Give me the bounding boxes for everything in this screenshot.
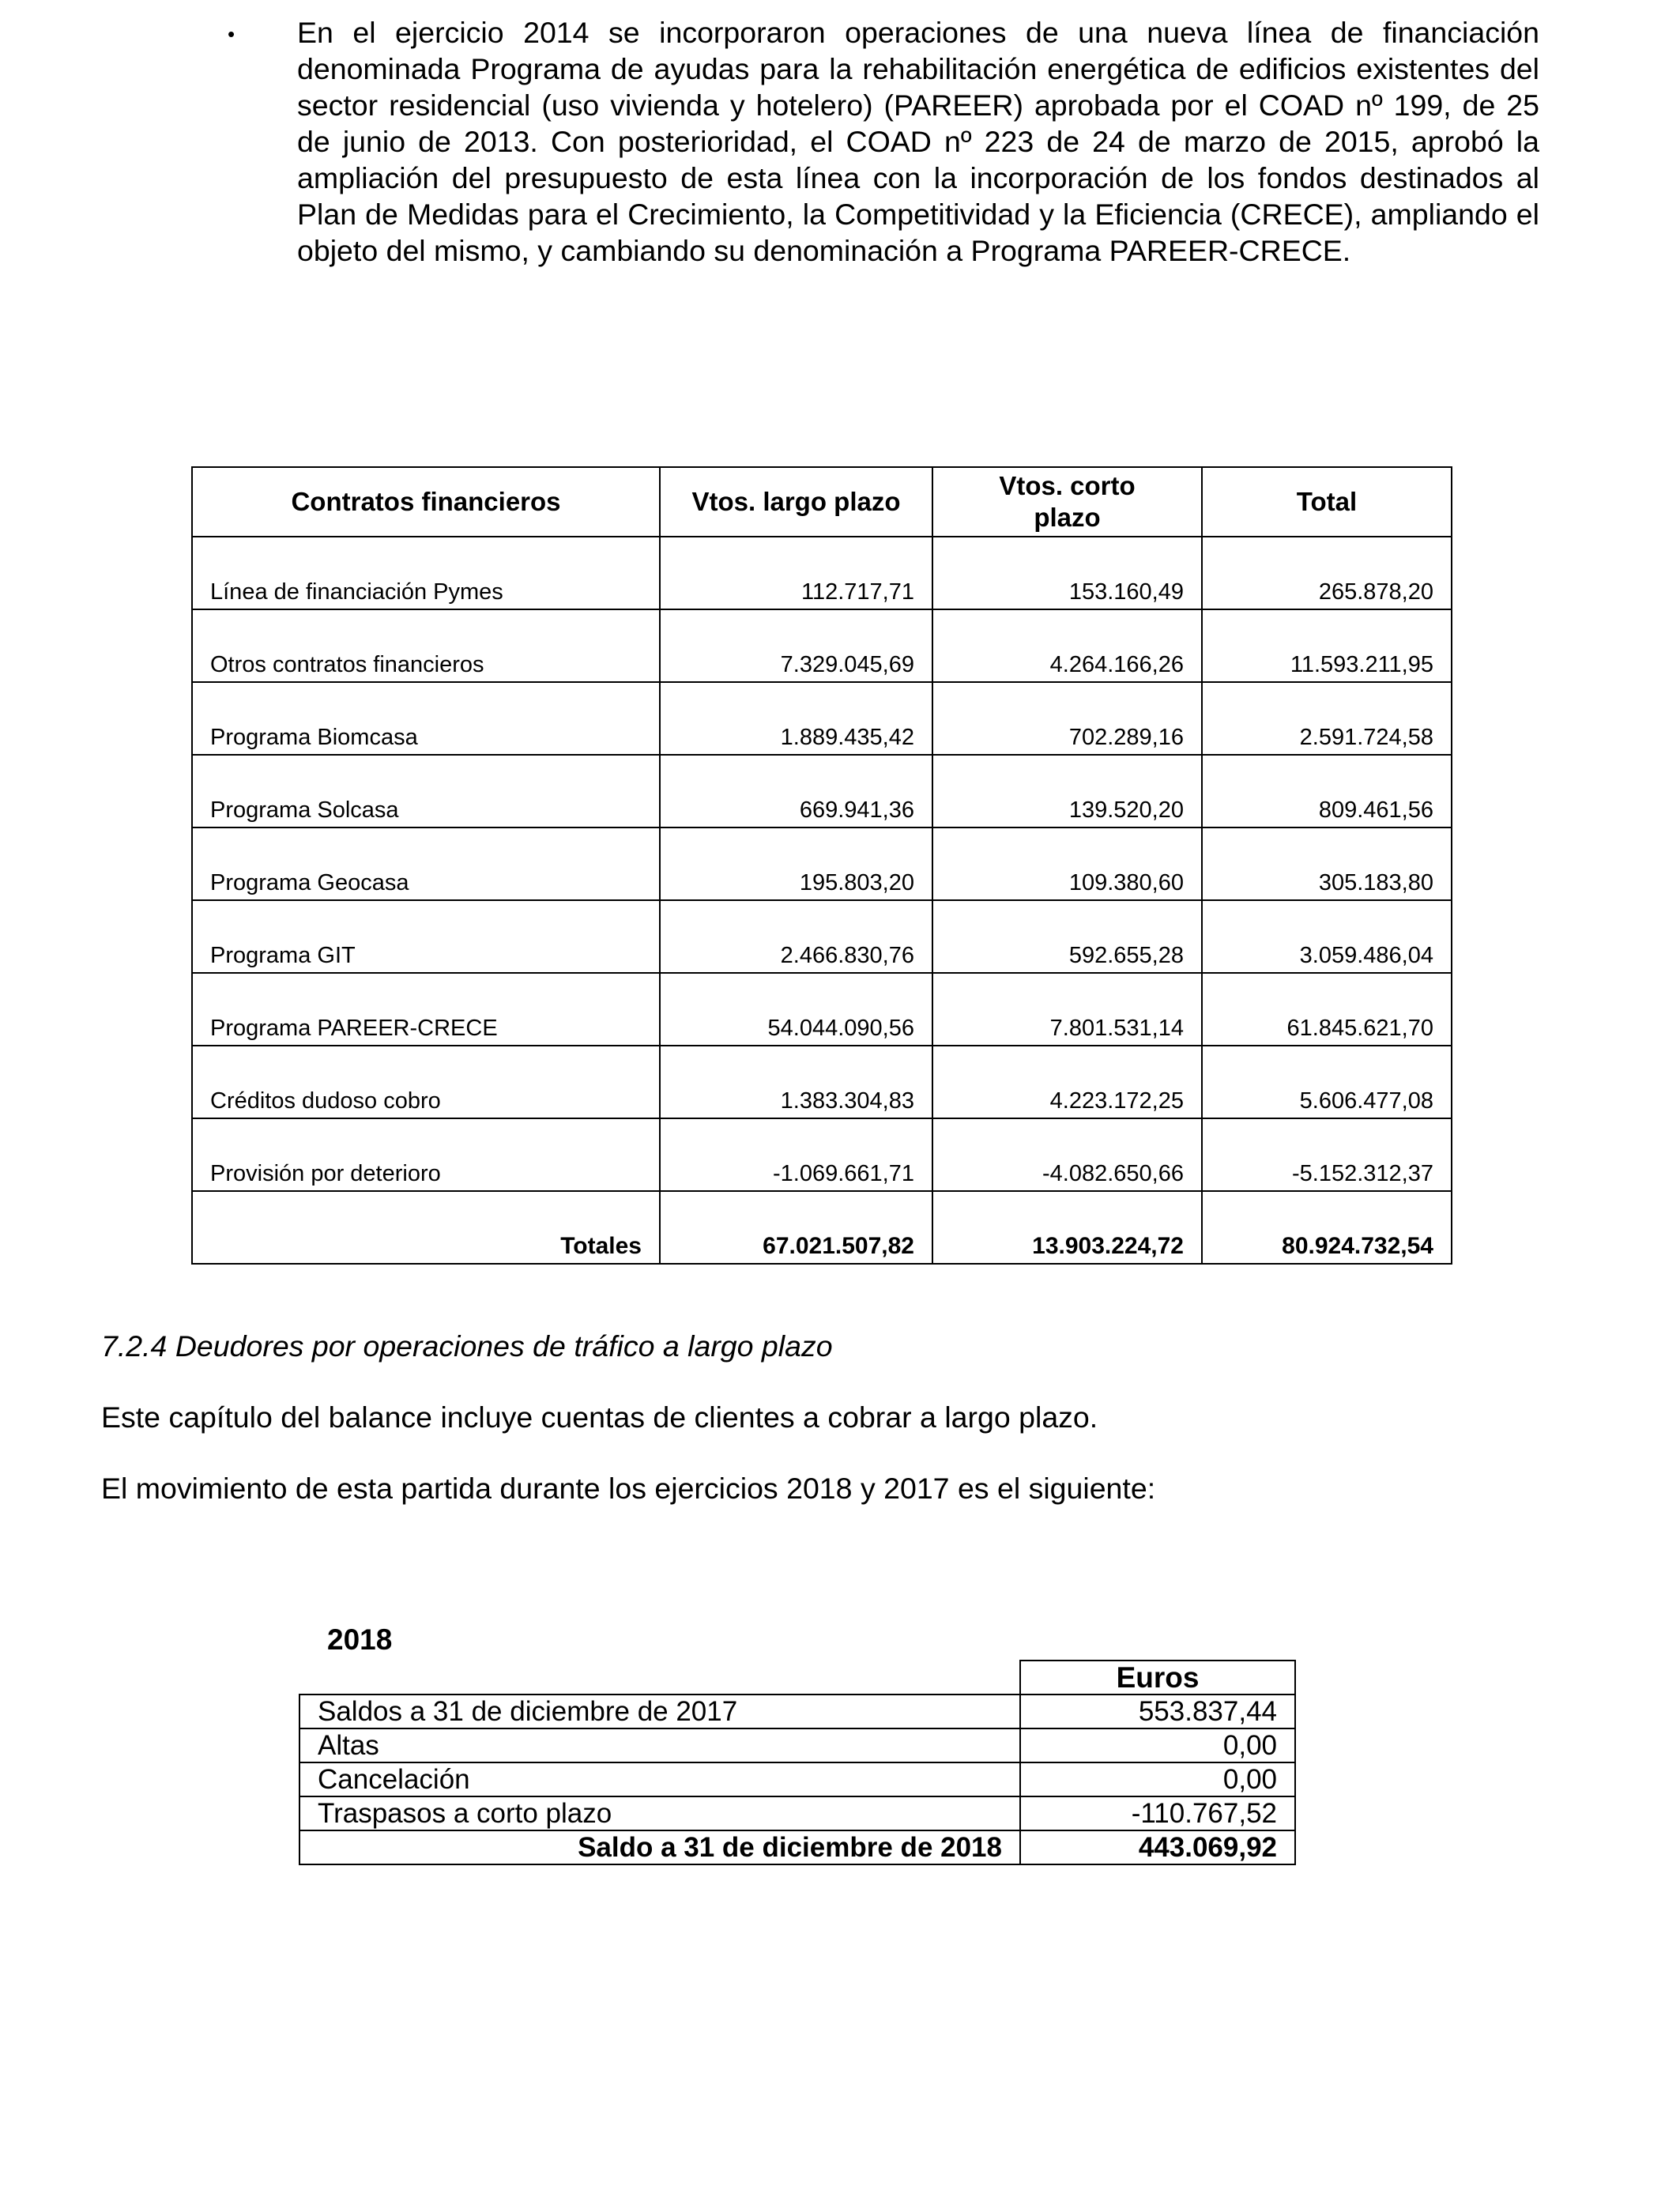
table-row — [299, 1762, 1295, 1796]
row-total: 305.183,80 — [1202, 827, 1452, 900]
movement-table-header — [299, 1661, 1295, 1695]
intro-paragraph: En el ejercicio 2014 se incorporaron operaciones de una nueva línea de financiación denominada Programa de ayudas para la rehabilitación energética de edificios existentes del sector residencial (uso vivienda y hotelero) (PAREER) aprobada por el COAD nº 199, de 25 de junio de 2013. Con posterioridad, el COAD nº 223 de 24 de marzo de 2015, aprobó la ampliación del presupuesto de esta línea con la incorporación de los fondos destinados al Plan de Medidas para el Crecimiento, la Competitividad y la Eficiencia (CRECE), ampliando el objeto del mismo, y cambiando su denominación a Programa PAREER-CRECE. — [297, 16, 1539, 267]
row-label: Cancelación — [299, 1762, 1020, 1796]
header-total: Total — [1202, 467, 1452, 537]
row-corto: 592.655,28 — [932, 900, 1202, 973]
row-corto: 139.520,20 — [932, 755, 1202, 827]
header-blank — [299, 1661, 1020, 1695]
row-label: Programa PAREER-CRECE — [192, 973, 660, 1046]
row-label: Créditos dudoso cobro — [192, 1046, 660, 1118]
row-label: Provisión por deterioro — [192, 1118, 660, 1191]
totals-row — [192, 1191, 1452, 1264]
row-largo: 1.383.304,83 — [660, 1046, 932, 1118]
table-row — [299, 1728, 1295, 1762]
row-corto: 153.160,49 — [932, 537, 1202, 609]
row-largo: -1.069.661,71 — [660, 1118, 932, 1191]
table-row — [192, 682, 1452, 755]
movement-table — [299, 1660, 1296, 1865]
row-largo: 54.044.090,56 — [660, 973, 932, 1046]
paragraph-movement: El movimiento de esta partida durante los ejercicios 2018 y 2017 es el siguiente: — [101, 1472, 1156, 1505]
totals-row — [299, 1830, 1295, 1864]
row-total: 5.606.477,08 — [1202, 1046, 1452, 1118]
row-value: 0,00 — [1020, 1762, 1295, 1796]
totals-corto: 13.903.224,72 — [932, 1191, 1202, 1264]
row-largo: 112.717,71 — [660, 537, 932, 609]
row-label: Otros contratos financieros — [192, 609, 660, 682]
row-corto: 7.801.531,14 — [932, 973, 1202, 1046]
row-label: Programa GIT — [192, 900, 660, 973]
totals-label: Saldo a 31 de diciembre de 2018 — [299, 1830, 1020, 1864]
row-label: Programa Biomcasa — [192, 682, 660, 755]
row-total: 809.461,56 — [1202, 755, 1452, 827]
row-corto: 702.289,16 — [932, 682, 1202, 755]
year-label: 2018 — [327, 1623, 393, 1656]
row-total: 61.845.621,70 — [1202, 973, 1452, 1046]
row-total: 3.059.486,04 — [1202, 900, 1452, 973]
row-total: 265.878,20 — [1202, 537, 1452, 609]
totals-largo: 67.021.507,82 — [660, 1191, 932, 1264]
row-largo: 7.329.045,69 — [660, 609, 932, 682]
intro-bullet — [228, 14, 1539, 269]
row-corto: 4.223.172,25 — [932, 1046, 1202, 1118]
table-row — [192, 609, 1452, 682]
row-largo: 2.466.830,76 — [660, 900, 932, 973]
section-heading: 7.2.4 Deudores por operaciones de tráfico a largo plazo — [101, 1329, 833, 1363]
table-row — [192, 973, 1452, 1046]
table-row — [299, 1796, 1295, 1830]
row-label: Línea de financiación Pymes — [192, 537, 660, 609]
table-row — [192, 1118, 1452, 1191]
bullet-icon: • — [228, 22, 235, 46]
totals-value: 443.069,92 — [1020, 1830, 1295, 1864]
totals-label: Totales — [192, 1191, 660, 1264]
row-label: Programa Geocasa — [192, 827, 660, 900]
row-label: Programa Solcasa — [192, 755, 660, 827]
row-total: 11.593.211,95 — [1202, 609, 1452, 682]
row-value: 553.837,44 — [1020, 1695, 1295, 1728]
paragraph-description: Este capítulo del balance incluye cuentas de clientes a cobrar a largo plazo. — [101, 1400, 1098, 1434]
header-largo-plazo: Vtos. largo plazo — [660, 467, 932, 537]
row-largo: 1.889.435,42 — [660, 682, 932, 755]
table-row — [192, 827, 1452, 900]
table-row — [192, 537, 1452, 609]
contracts-table-header — [192, 467, 1452, 537]
row-total: -5.152.312,37 — [1202, 1118, 1452, 1191]
row-value: -110.767,52 — [1020, 1796, 1295, 1830]
table-row — [192, 900, 1452, 973]
table-row — [192, 1046, 1452, 1118]
row-value: 0,00 — [1020, 1728, 1295, 1762]
contracts-table — [191, 466, 1452, 1265]
header-euros: Euros — [1020, 1661, 1295, 1695]
row-label: Traspasos a corto plazo — [299, 1796, 1020, 1830]
row-corto: -4.082.650,66 — [932, 1118, 1202, 1191]
table-row — [192, 755, 1452, 827]
row-corto: 4.264.166,26 — [932, 609, 1202, 682]
row-largo: 195.803,20 — [660, 827, 932, 900]
table-row — [299, 1695, 1295, 1728]
header-corto-plazo: Vtos. corto plazo — [932, 467, 1202, 537]
row-label: Saldos a 31 de diciembre de 2017 — [299, 1695, 1020, 1728]
row-label: Altas — [299, 1728, 1020, 1762]
totals-total: 80.924.732,54 — [1202, 1191, 1452, 1264]
row-largo: 669.941,36 — [660, 755, 932, 827]
row-corto: 109.380,60 — [932, 827, 1202, 900]
header-contratos: Contratos financieros — [192, 467, 660, 537]
row-total: 2.591.724,58 — [1202, 682, 1452, 755]
